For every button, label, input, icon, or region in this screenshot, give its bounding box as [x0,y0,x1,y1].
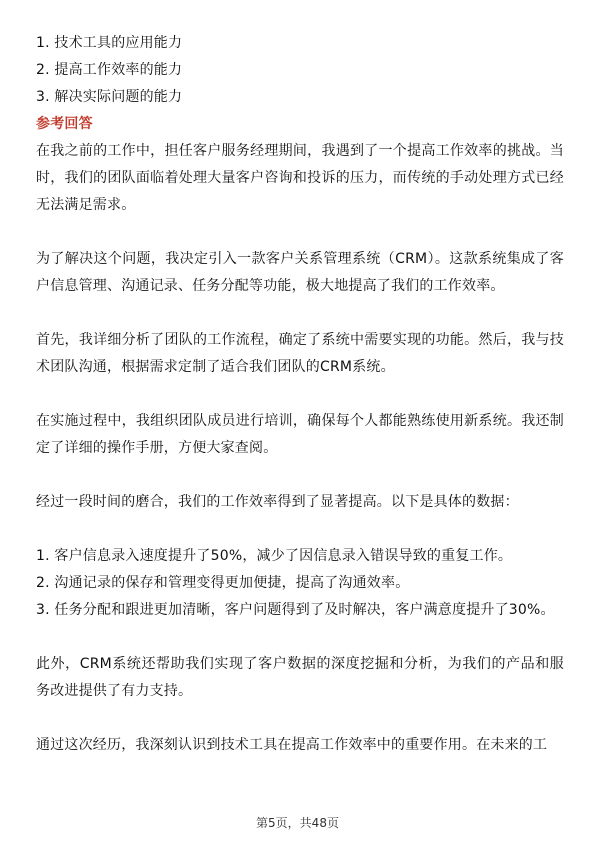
paragraph: 通过这次经历，我深刻认识到技术工具在提高工作效率中的重要作用。在未来的工 [36,737,548,753]
paragraph: 在实施过程中，我组织团队成员进行培训，确保每个人都能熟练使用新系统。我还制定了详细的操作手册，方便大家查阅。 [36,413,564,456]
list-item: 2. 提高工作效率的能力 [36,62,183,78]
page-content [36,30,564,759]
results-list [36,543,564,624]
paragraph: 在我之前的工作中，担任客户服务经理期间，我遇到了一个提高工作效率的挑战。当时，我们的团队面临着处理大量客户咨询和投诉的压力，而传统的手动处理方式已经无法满足需求。 [36,143,564,213]
paragraph: 为了解决这个问题，我决定引入一款客户关系管理系统（CRM）。这款系统集成了客户信息管理、沟通记录、任务分配等功能，极大地提高了我们的工作效率。 [36,251,564,294]
list-item: 3. 解决实际问题的能力 [36,89,183,105]
list-item: 1. 技术工具的应用能力 [36,35,183,51]
page-number-footer: 第5页，共48页 [256,816,339,830]
answer-label: 参考回答 [36,116,93,132]
paragraph: 首先，我详细分析了团队的工作流程，确定了系统中需要实现的功能。然后，我与技术团队沟通，根据需求定制了适合我们团队的CRM系统。 [36,332,564,375]
intro-list [36,30,564,111]
list-item: 3. 任务分配和跟进更加清晰，客户问题得到了及时解决，客户满意度提升了30%。 [36,602,555,618]
list-item: 2. 沟通记录的保存和管理变得更加便捷，提高了沟通效率。 [36,575,410,591]
paragraph: 此外，CRM系统还帮助我们实现了客户数据的深度挖掘和分析，为我们的产品和服务改进提供了有力支持。 [36,656,564,699]
paragraph: 经过一段时间的磨合，我们的工作效率得到了显著提高。以下是具体的数据： [36,494,519,510]
list-item: 1. 客户信息录入速度提升了50%，减少了因信息录入错误导致的重复工作。 [36,548,513,564]
